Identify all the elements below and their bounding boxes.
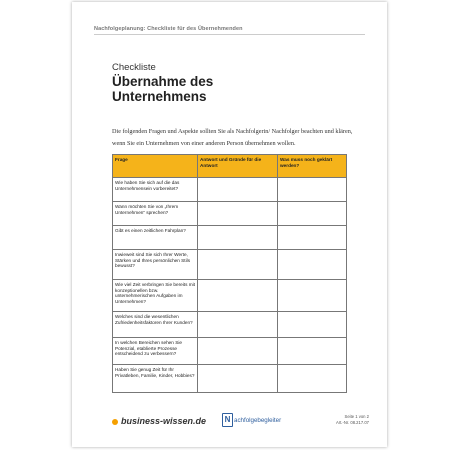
n-logo-icon: N	[222, 413, 233, 427]
answer-cell[interactable]	[198, 365, 278, 393]
document-title	[112, 74, 213, 104]
open-points-cell[interactable]	[278, 312, 347, 338]
question-cell: Wie viel Zeit verbringen Sie bereits mit konzeptionellen bzw. unternehmerischen Aufgaben im Unternehmen?	[113, 280, 198, 312]
nachfolgebegleiter-logo	[222, 413, 281, 427]
title-line-2: Unternehmens	[112, 89, 207, 104]
open-points-cell[interactable]	[278, 178, 347, 202]
column-header-answer: Antwort und Gründe für die Antwort	[198, 155, 278, 178]
brand-dot-icon	[112, 419, 118, 425]
page-number: Seite 1 von 2	[344, 414, 369, 419]
open-points-cell[interactable]	[278, 338, 347, 365]
question-cell: Welches sind die wesentlichen Zufriedenheitsfaktoren Ihrer Kunden?	[113, 312, 198, 338]
brand-logo: business-wissen.de	[121, 416, 207, 426]
question-cell: In welchen Bereichen sehen Sie Potenzial, etablierte Prozesse entscheidend zu verbessern?	[113, 338, 198, 365]
page-header: Nachfolgeplanung: Checkliste für des Übernehmenden	[94, 26, 243, 32]
document-page	[72, 2, 387, 447]
title-line-1: Übernahme des	[112, 74, 214, 89]
table-row	[113, 312, 347, 338]
question-cell: Wann möchten Sie von „Ihrem Unternehmen“ sprechen?	[113, 202, 198, 226]
table-row	[113, 202, 347, 226]
table-row	[113, 178, 347, 202]
table-row	[113, 250, 347, 280]
question-cell: Wie haben Sie sich auf die das Unternehmensein vorbereitet?	[113, 178, 198, 202]
article-number: Art.-Nr. 08.217.07	[335, 420, 369, 425]
open-points-cell[interactable]	[278, 202, 347, 226]
question-cell: Haben Sie genug Zeit für Ihr Privatleben, Familie, Kinder, Hobbies?	[113, 365, 198, 393]
document-subtitle: Checkliste	[112, 62, 156, 73]
page-info	[336, 414, 369, 426]
open-points-cell[interactable]	[278, 226, 347, 250]
answer-cell[interactable]	[198, 338, 278, 365]
column-header-question: Frage	[113, 155, 198, 178]
question-cell: Gibt es einen zeitlichen Fahrplan?	[113, 226, 198, 250]
header-divider	[94, 34, 365, 35]
open-points-cell[interactable]	[278, 250, 347, 280]
open-points-cell[interactable]	[278, 365, 347, 393]
answer-cell[interactable]	[198, 280, 278, 312]
open-points-cell[interactable]	[278, 280, 347, 312]
table-header-row	[113, 155, 347, 178]
table-row	[113, 280, 347, 312]
intro-paragraph: Die folgenden Fragen und Aspekte sollten Sie als Nachfolgerin/ Nachfolger beachten und klären, wenn Sie ein Unternehmen von einer anderen Person übernehmen wollen.	[112, 128, 353, 147]
answer-cell[interactable]	[198, 178, 278, 202]
table-row	[113, 365, 347, 393]
question-cell: Inwieweit sind Sie sich Ihrer Werte, Stärken und Ihres persönlichen Stils bewusst?	[113, 250, 198, 280]
answer-cell[interactable]	[198, 312, 278, 338]
checklist-table	[112, 154, 347, 393]
column-header-open-points: Was muss noch geklärt werden?	[278, 155, 347, 178]
answer-cell[interactable]	[198, 250, 278, 280]
table-row	[113, 338, 347, 365]
table-row	[113, 226, 347, 250]
logo-text: achfolgebegleiter	[234, 416, 282, 424]
answer-cell[interactable]	[198, 202, 278, 226]
answer-cell[interactable]	[198, 226, 278, 250]
